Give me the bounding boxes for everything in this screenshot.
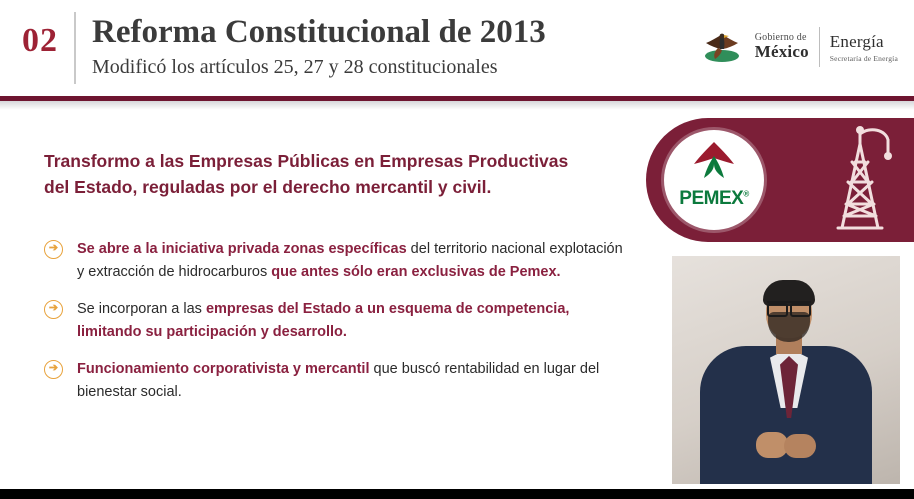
mexican-eagle-icon	[697, 29, 747, 65]
list-item	[44, 358, 629, 404]
bullet-1-part-3: que antes sólo eran exclusivas de Pemex.	[271, 264, 561, 280]
sign-language-interpreter-video[interactable]	[672, 256, 900, 484]
list-item	[44, 238, 629, 284]
list-item	[44, 298, 629, 344]
logo-separator	[819, 27, 820, 67]
page-subtitle: Modificó los artículos 25, 27 y 28 constitucionales	[92, 56, 498, 78]
arrow-bullet-icon: ➔	[44, 360, 63, 379]
bullet-2-part-1: Se incorporan a las	[77, 301, 206, 317]
gov-line-1: Gobierno de	[754, 31, 807, 43]
department-subname: Secretaría de Energía	[829, 53, 898, 63]
lead-statement: Transformo a las Empresas Públicas en Empresas Productivas del Estado, reguladas por el derecho mercantil y civil.	[44, 151, 569, 197]
bullet-3-part-2: que buscó rentabilidad en lugar del bienestar social.	[77, 361, 600, 400]
pemex-brand: PEMEX	[679, 188, 744, 209]
header-shadow	[0, 101, 914, 110]
bullet-3-part-1: Funcionamiento corporativista y mercantil	[77, 361, 370, 377]
pemex-panel	[646, 118, 914, 242]
pemex-logo-badge	[664, 130, 764, 230]
bullet-1-part-2: del territorio nacional explotación y extracción de hidrocarburos	[77, 241, 623, 280]
slide-header	[0, 0, 914, 96]
interpreter-hand-right	[784, 434, 816, 458]
oil-rig-icon	[814, 124, 906, 236]
department-wordmark	[830, 32, 898, 63]
bullet-1-part-1: Se abre a la iniciativa privada zonas específicas	[77, 241, 407, 257]
pemex-wordmark	[664, 188, 764, 210]
department-name: Energía	[829, 31, 884, 51]
header-divider	[74, 12, 76, 84]
page-title: Reforma Constitucional de 2013	[92, 14, 546, 50]
bullet-2-part-2: empresas del Estado a un esquema de competencia, limitando su participación y desarrollo.	[77, 301, 570, 340]
header-title-block	[92, 12, 692, 80]
pemex-eagle-icon	[664, 134, 764, 194]
gov-line-2: México	[754, 42, 809, 62]
bullet-list	[44, 238, 629, 418]
government-logo	[697, 18, 898, 76]
section-number: 02	[22, 22, 58, 59]
arrow-bullet-icon: ➔	[44, 300, 63, 319]
arrow-bullet-icon: ➔	[44, 240, 63, 259]
government-wordmark	[755, 33, 809, 61]
slide-body	[0, 110, 914, 499]
bottom-black-bar	[0, 489, 914, 499]
glasses-icon	[767, 301, 811, 314]
pemex-registered: ®	[743, 189, 749, 199]
